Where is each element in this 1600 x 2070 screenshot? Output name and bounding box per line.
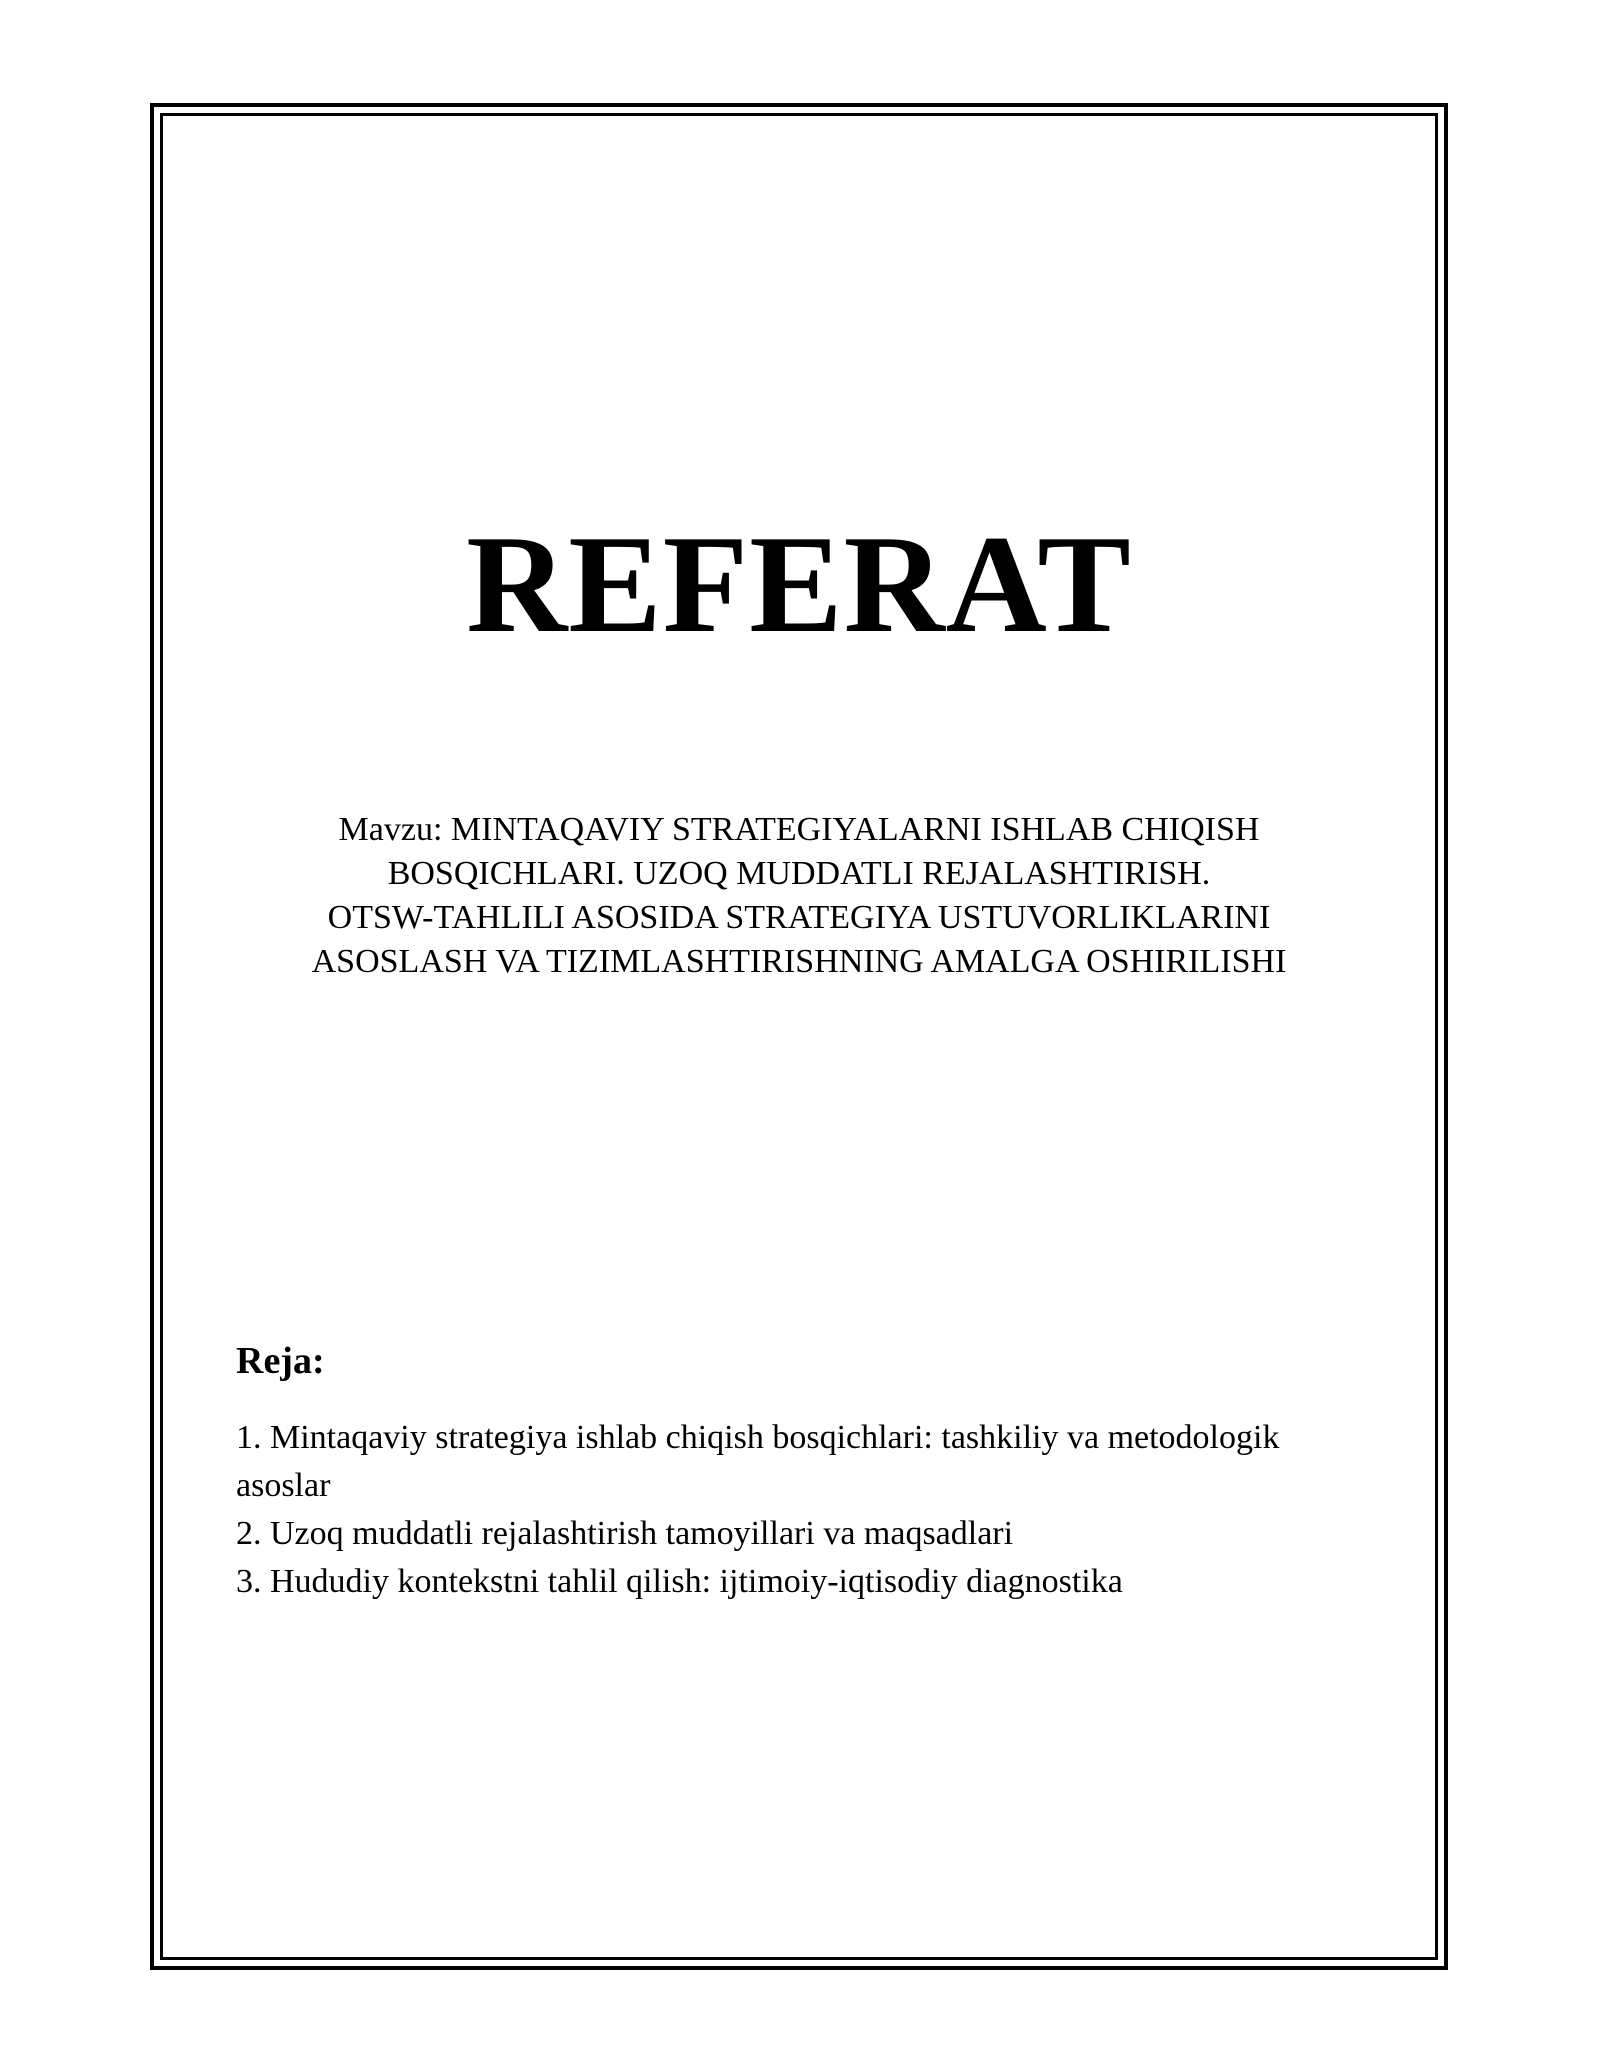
topic-line: OTSW-TAHLILI ASOSIDA STRATEGIYA USTUVORLIKLARINI bbox=[327, 899, 1271, 936]
document-title: REFERAT bbox=[466, 507, 1132, 662]
plan-item: 3. Hududiy kontekstni tahlil qilish: ijtimoiy-iqtisodiy diagnostika bbox=[236, 1563, 1123, 1600]
topic-line: ASOSLASH VA TIZIMLASHTIRISHNING AMALGA OSHIRILISHI bbox=[311, 943, 1287, 980]
plan-heading: Reja: bbox=[236, 1340, 325, 1382]
plan-item: 2. Uzoq muddatli rejalashtirish tamoyillari va maqsadlari bbox=[236, 1515, 1014, 1552]
topic-block bbox=[220, 808, 1378, 984]
plan-list bbox=[236, 1414, 1376, 1606]
page-border-inner bbox=[160, 113, 1438, 1960]
topic-line: Mavzu: MINTAQAVIY STRATEGIYALARNI ISHLAB CHIQISH bbox=[338, 811, 1260, 848]
topic-line: BOSQICHLARI. UZOQ MUDDATLI REJALASHTIRISH. bbox=[387, 855, 1211, 892]
plan-item: 1. Mintaqaviy strategiya ishlab chiqish bosqichlari: tashkiliy va metodologik asoslar bbox=[236, 1419, 1280, 1504]
